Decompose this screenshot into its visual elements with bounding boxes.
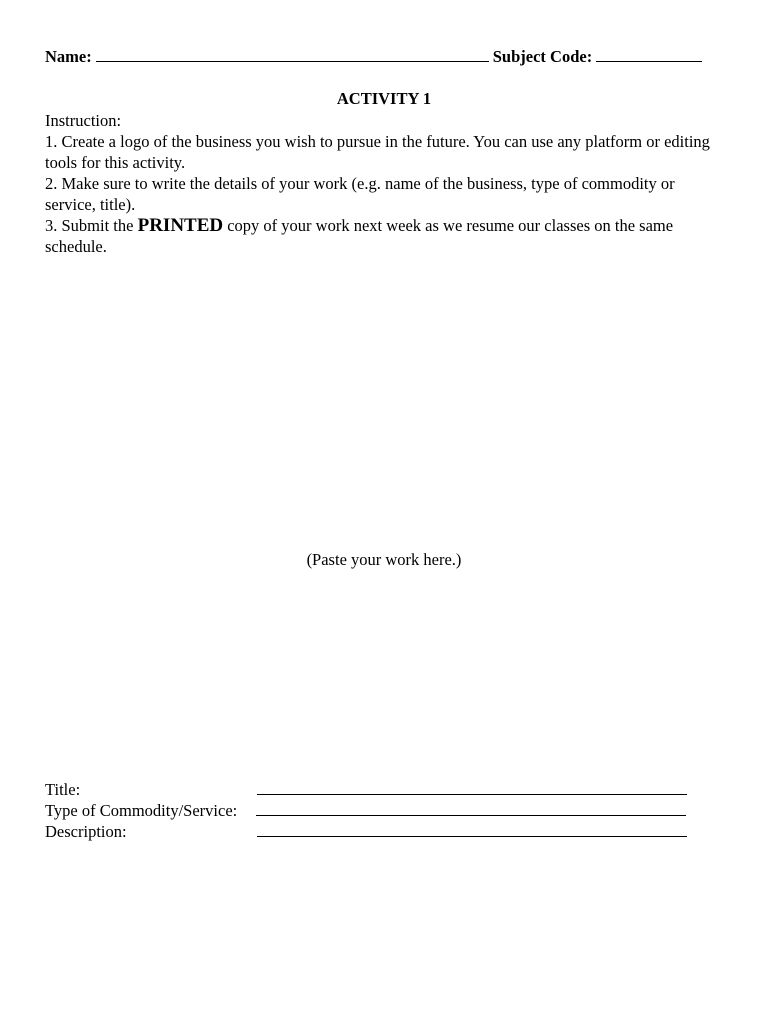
details-form — [45, 779, 705, 842]
commodity-blank[interactable] — [256, 815, 686, 816]
commodity-label: Type of Commodity/Service: — [45, 801, 238, 820]
instruction-item-3-start: 3. Submit the — [45, 216, 138, 235]
instruction-item-1: 1. Create a logo of the business you wish to pursue in the future. You can use any platform or editing tools for this activity. — [45, 132, 710, 172]
title-row — [45, 779, 705, 800]
title-blank[interactable] — [257, 794, 687, 795]
instruction-heading: Instruction: — [45, 111, 122, 130]
description-label: Description: — [45, 822, 127, 841]
title-label: Title: — [45, 780, 81, 799]
description-blank[interactable] — [257, 836, 687, 837]
name-label: Name: — [45, 47, 92, 66]
instructions-block — [45, 110, 725, 257]
instruction-item-2: 2. Make sure to write the details of your work (e.g. name of the business, type of commodity or service, title). — [45, 174, 675, 214]
description-row — [45, 821, 705, 842]
header-line — [45, 47, 702, 67]
printed-emphasis: PRINTED — [137, 215, 224, 236]
instruction-item-3-end: copy of your work next week as we resume our classes on the same schedule. — [45, 216, 674, 256]
commodity-row — [45, 800, 705, 821]
subject-code-label: Subject Code: — [492, 47, 593, 66]
instruction-item-3 — [45, 215, 725, 257]
activity-title: ACTIVITY 1 — [336, 89, 432, 108]
subject-code-blank[interactable] — [596, 47, 702, 62]
name-blank[interactable] — [96, 47, 489, 62]
paste-work-placeholder: (Paste your work here.) — [306, 550, 462, 569]
